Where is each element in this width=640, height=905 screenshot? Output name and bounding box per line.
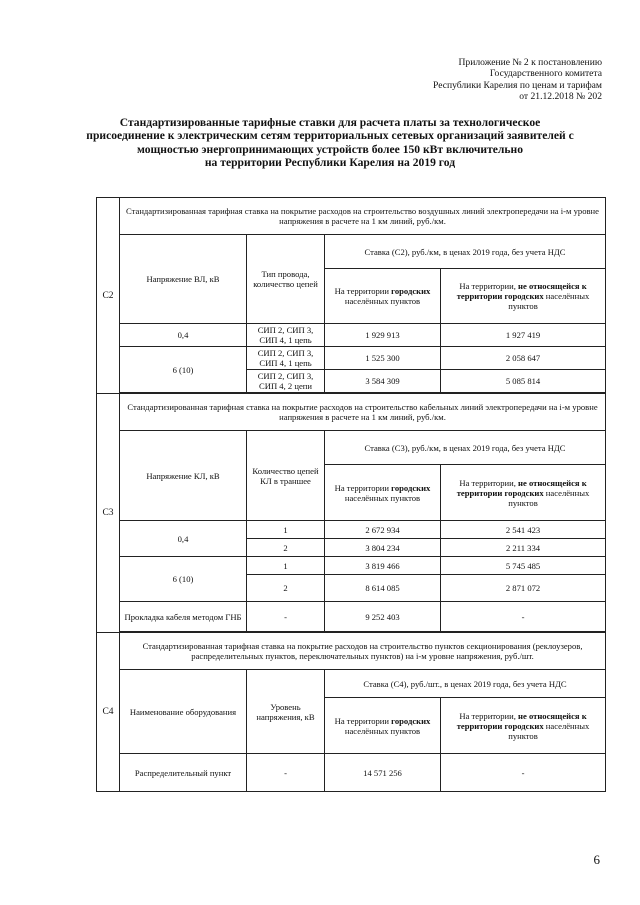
- table-row: [97, 754, 606, 792]
- c3-voltage: Прокладка кабеля методом ГНБ: [120, 602, 247, 632]
- c2-type: СИП 2, СИП 3, СИП 4, 1 цепь: [247, 347, 325, 370]
- tariff-table: [96, 197, 606, 792]
- c4-header: Стандартизированная тарифная ставка на покрытие расходов на строительство пунктов секционирования (реклоузеров, распределительных пунктов, переключательных пунктов) на i-м уровне напряжения, руб./шт.: [120, 633, 606, 670]
- c2-col-rate: Ставка (С2), руб./км, в ценах 2019 года, без учета НДС: [325, 235, 606, 269]
- appendix-line: Республики Карелия по ценам и тарифам: [432, 79, 602, 91]
- c2-col-voltage: Напряжение ВЛ, кВ: [120, 235, 247, 324]
- c2-rural-value: 5 085 814: [441, 370, 606, 393]
- appendix-line: Государственного комитета: [489, 68, 602, 80]
- c2-col-urban: На территории городских населённых пунктов: [325, 269, 441, 324]
- c2-urban-value: 1 525 300: [325, 347, 441, 370]
- c3-header: Стандартизированная тарифная ставка на покрытие расходов на строительство кабельных линий электропередачи на i-м уровне напряжения в расчете на 1 км линий, руб./км.: [120, 394, 606, 431]
- c2-col-rural: На территории, не относящейся к территории городских населённых пунктов: [441, 269, 606, 324]
- c3-rural-value: -: [441, 602, 606, 632]
- c3-colhead-row: [97, 431, 606, 465]
- c3-rural-value: 2 541 423: [441, 521, 606, 539]
- title-line: мощностью энергопринимающих устройств более 150 кВт включительно: [136, 142, 524, 156]
- table-row: [97, 521, 606, 539]
- c2-header: Стандартизированная тарифная ставка на покрытие расходов на строительство воздушных линий электропередачи на i-м уровне напряжения в расчете на 1 км линий, руб./км.: [120, 198, 606, 235]
- table-row: [97, 602, 606, 632]
- c3-count: 1: [247, 557, 325, 575]
- c2-col-type: Тип провода, количество цепей: [247, 235, 325, 324]
- c2-urban-value: 3 584 309: [325, 370, 441, 393]
- c4-col-level: Уровень напряжения, кВ: [247, 670, 325, 754]
- c3-rural-value: 2 871 072: [441, 575, 606, 602]
- c4-level: -: [247, 754, 325, 792]
- c3-urban-value: 3 819 466: [325, 557, 441, 575]
- c3-voltage: 0,4: [120, 521, 247, 557]
- c4-col-rural: На территории, не относящейся к территории городских населённых пунктов: [441, 698, 606, 754]
- c3-urban-value: 8 614 085: [325, 575, 441, 602]
- c4-code: С4: [97, 633, 120, 792]
- c2-urban-value: 1 929 913: [325, 324, 441, 347]
- c3-urban-value: 2 672 934: [325, 521, 441, 539]
- c2-rural-value: 1 927 419: [441, 324, 606, 347]
- c2-voltage: 0,4: [120, 324, 247, 347]
- c4-rural-value: -: [441, 754, 606, 792]
- c3-urban-value: 3 804 234: [325, 539, 441, 557]
- c4-col-rate: Ставка (С4), руб./шт., в ценах 2019 года, без учета НДС: [325, 670, 606, 698]
- appendix-line: Приложение № 2 к постановлению: [458, 57, 602, 68]
- c3-count: -: [247, 602, 325, 632]
- appendix-line: от 21.12.2018 № 202: [519, 91, 602, 103]
- title-line: присоединение к электрическим сетям территориальных сетевых организаций заявителей с: [86, 129, 574, 143]
- c2-voltage: 6 (10): [120, 347, 247, 393]
- c4-col-name: Наименование оборудования: [120, 670, 247, 754]
- c2-type: СИП 2, СИП 3, СИП 4, 1 цепь: [247, 324, 325, 347]
- c2-colhead-row: [97, 235, 606, 269]
- document-title: [60, 116, 600, 170]
- c3-code: С3: [97, 394, 120, 633]
- c3-voltage: 6 (10): [120, 557, 247, 602]
- c2-code: С2: [97, 198, 120, 394]
- c3-count: 1: [247, 521, 325, 539]
- table-row: [97, 557, 606, 575]
- c3-col-voltage: Напряжение КЛ, кВ: [120, 431, 247, 521]
- page-number: 6: [593, 852, 600, 867]
- c3-col-count: Количество цепей КЛ в траншее: [247, 431, 325, 521]
- c3-urban-value: 9 252 403: [325, 602, 441, 632]
- c4-name: Распределительный пункт: [120, 754, 247, 792]
- c3-count: 2: [247, 575, 325, 602]
- c4-colhead-row: [97, 670, 606, 698]
- c3-rural-value: 2 211 334: [441, 539, 606, 557]
- c2-type: СИП 2, СИП 3, СИП 4, 2 цепи: [247, 370, 325, 393]
- c4-header-row: [97, 633, 606, 670]
- title-line: на территории Республики Карелия на 2019 год: [204, 156, 456, 170]
- c3-col-rate: Ставка (С3), руб./км, в ценах 2019 года, без учета НДС: [325, 431, 606, 465]
- c3-col-urban: На территории городских населённых пунктов: [325, 465, 441, 521]
- c2-rural-value: 2 058 647: [441, 347, 606, 370]
- c3-count: 2: [247, 539, 325, 557]
- c3-header-row: [97, 394, 606, 431]
- c3-col-rural: На территории, не относящейся к территории городских населённых пунктов: [441, 465, 606, 521]
- c4-urban-value: 14 571 256: [325, 754, 441, 792]
- c2-header-row: [97, 198, 606, 235]
- c4-col-urban: На территории городских населённых пунктов: [325, 698, 441, 754]
- table-row: [97, 347, 606, 370]
- table-row: [97, 324, 606, 347]
- title-line: Стандартизированные тарифные ставки для расчета платы за технологическое: [119, 116, 541, 129]
- appendix-block: [342, 57, 602, 103]
- c3-rural-value: 5 745 485: [441, 557, 606, 575]
